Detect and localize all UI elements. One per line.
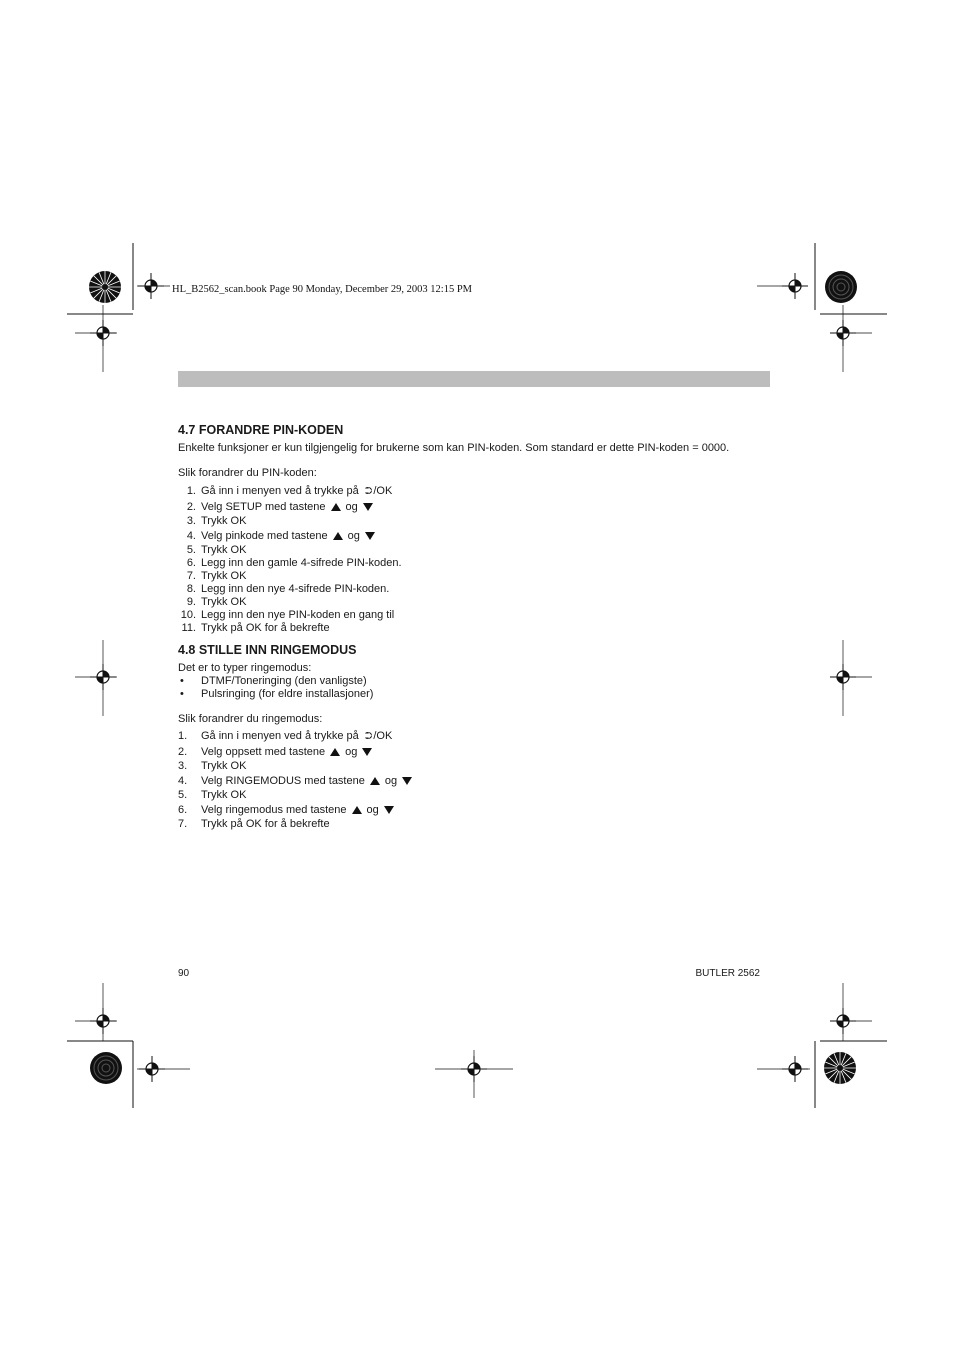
up-arrow-icon [331,503,341,511]
list-item: 8. Legg inn den nye 4-sifrede PIN-koden. [186,583,390,595]
up-arrow-icon [333,532,343,540]
section-title-pin: 4.7 FORANDRE PIN-KODEN [178,423,344,437]
list-item: 7. Trykk OK [186,570,247,582]
section-lead-pin: Slik forandrer du PIN-koden: [178,467,317,479]
list-item: 11. Trykk på OK for å bekrefte [181,622,330,634]
list-item: 3. Trykk OK [186,515,247,527]
print-header: HL_B2562_scan.book Page 90 Monday, December 29, 2003 12:15 PM [172,284,472,295]
down-arrow-icon [365,532,375,540]
list-item: 6. Legg inn den gamle 4-sifrede PIN-koden. [186,557,402,569]
section-bar [178,371,770,387]
list-item: 1. Gå inn i menyen ved å trykke på ⮊ /OK [178,729,393,742]
up-arrow-icon [330,748,340,756]
menu-enter-icon: ⮊ [364,485,373,497]
up-arrow-icon [370,777,380,785]
section-title-ring: 4.8 STILLE INN RINGEMODUS [178,643,357,657]
bullet-list-ring [178,675,778,701]
down-arrow-icon [362,748,372,756]
list-item: 3. Trykk OK [178,760,247,772]
list-item: 10. Legg inn den nye PIN-koden en gang til [180,609,395,621]
list-item: 1. Gå inn i menyen ved å trykke på ⮊ /OK [186,484,393,497]
menu-enter-icon: ⮊ [364,730,373,742]
list-item: 4. Velg pinkode med tastene og [178,528,778,544]
list-item: 2. Velg oppsett med tastene og [178,744,778,760]
list-item: 9. Trykk OK [186,596,247,608]
list-item: 4. Velg RINGEMODUS med tastene og [178,773,778,789]
product-name: BUTLER 2562 [695,968,760,979]
list-item: 5. Trykk OK [186,544,247,556]
section-intro-pin: Enkelte funksjoner er kun tilgjengelig for brukerne som kan PIN-koden. Som standard er dette PIN-koden = 0000. [178,442,730,454]
list-item: 2. Velg SETUP med tastene og [178,499,778,515]
section-intro-ring: Det er to typer ringemodus: [178,662,312,674]
list-item: 7. Trykk på OK for å bekrefte [178,818,330,830]
list-item: • DTMF/Toneringing (den vanligste) [180,675,367,687]
list-item: 6. Velg ringemodus med tastene og [178,802,778,818]
page-number: 90 [178,968,190,979]
list-item: 5. Trykk OK [178,789,247,801]
down-arrow-icon [363,503,373,511]
down-arrow-icon [402,777,412,785]
down-arrow-icon [384,806,394,814]
section-lead-ring: Slik forandrer du ringemodus: [178,713,323,725]
document-body [178,424,778,831]
up-arrow-icon [352,806,362,814]
steps-list-ring [178,728,778,831]
list-item: • Pulsringing (for eldre installasjoner) [180,688,374,700]
steps-list-pin [178,483,778,635]
